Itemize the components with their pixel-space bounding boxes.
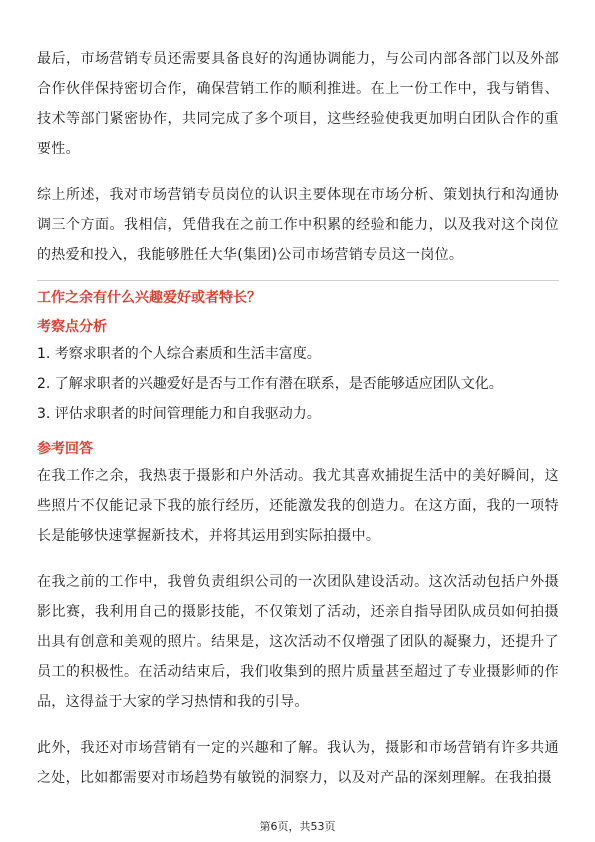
page-number: 第6页，共53页 xyxy=(259,820,336,833)
answer-paragraph: 此外，我还对市场营销有一定的兴趣和了解。我认为，摄影和市场营销有许多共通之处，比如都需要对市场趋势有敏锐的洞察力，以及对产品的深刻理解。在我拍摄 xyxy=(37,740,559,786)
answer-paragraph: 在我工作之余，我热衷于摄影和户外活动。我尤其喜欢捕捉生活中的美好瞬间，这些照片不仅能记录下我的旅行经历，还能激发我的创造力。在这方面，我的一项特长是能够快速掌握新技术，并将其运用到实际拍摄中。 xyxy=(37,468,559,544)
body-paragraph: 综上所述，我对市场营销专员岗位的认识主要体现在市场分析、策划执行和沟通协调三个方面。我相信，凭借我在之前工作中积累的经验和能力，以及我对这个岗位的热爱和投入，我能够胜任大华(集团)公司市场营销专员这一岗位。 xyxy=(37,187,559,263)
analysis-item: 1. 考察求职者的个人综合素质和生活丰富度。 xyxy=(37,346,321,362)
paragraph-gap xyxy=(37,551,559,567)
analysis-item: 2. 了解求职者的兴趣爱好是否与工作有潜在联系，是否能够适应团队文化。 xyxy=(37,376,503,392)
body-paragraph: 最后，市场营销专员还需要具备良好的沟通协调能力，与公司内部各部门以及外部合作伙伴保持密切合作，确保营销工作的顺利推进。在上一份工作中，我与销售、技术等部门紧密协作，共同完成了多个项目，这些经验使我更加明白团队合作的重要性。 xyxy=(37,51,559,157)
paragraph-gap xyxy=(37,164,559,180)
paragraph-gap xyxy=(37,717,559,733)
analysis-item: 3. 评估求职者的时间管理能力和自我驱动力。 xyxy=(37,406,321,422)
question-heading: 工作之余有什么兴趣爱好或者特长？ xyxy=(37,290,261,306)
answer-paragraph: 在我之前的工作中，我曾负责组织公司的一次团队建设活动。这次活动包括户外摄影比赛，我利用自己的摄影技能，不仅策划了活动，还亲自指导团队成员如何拍摄出具有创意和美观的照片。结果是，这次活动不仅增强了团队的凝聚力，还提升了员工的积极性。在活动结束后，我们收集到的照片质量甚至超过了专业摄影师的作品，这得益于大家的学习热情和我的引导。 xyxy=(37,574,559,710)
answer-heading: 参考回答 xyxy=(37,441,93,457)
page-content xyxy=(37,44,559,793)
analysis-heading: 考察点分析 xyxy=(37,319,107,335)
